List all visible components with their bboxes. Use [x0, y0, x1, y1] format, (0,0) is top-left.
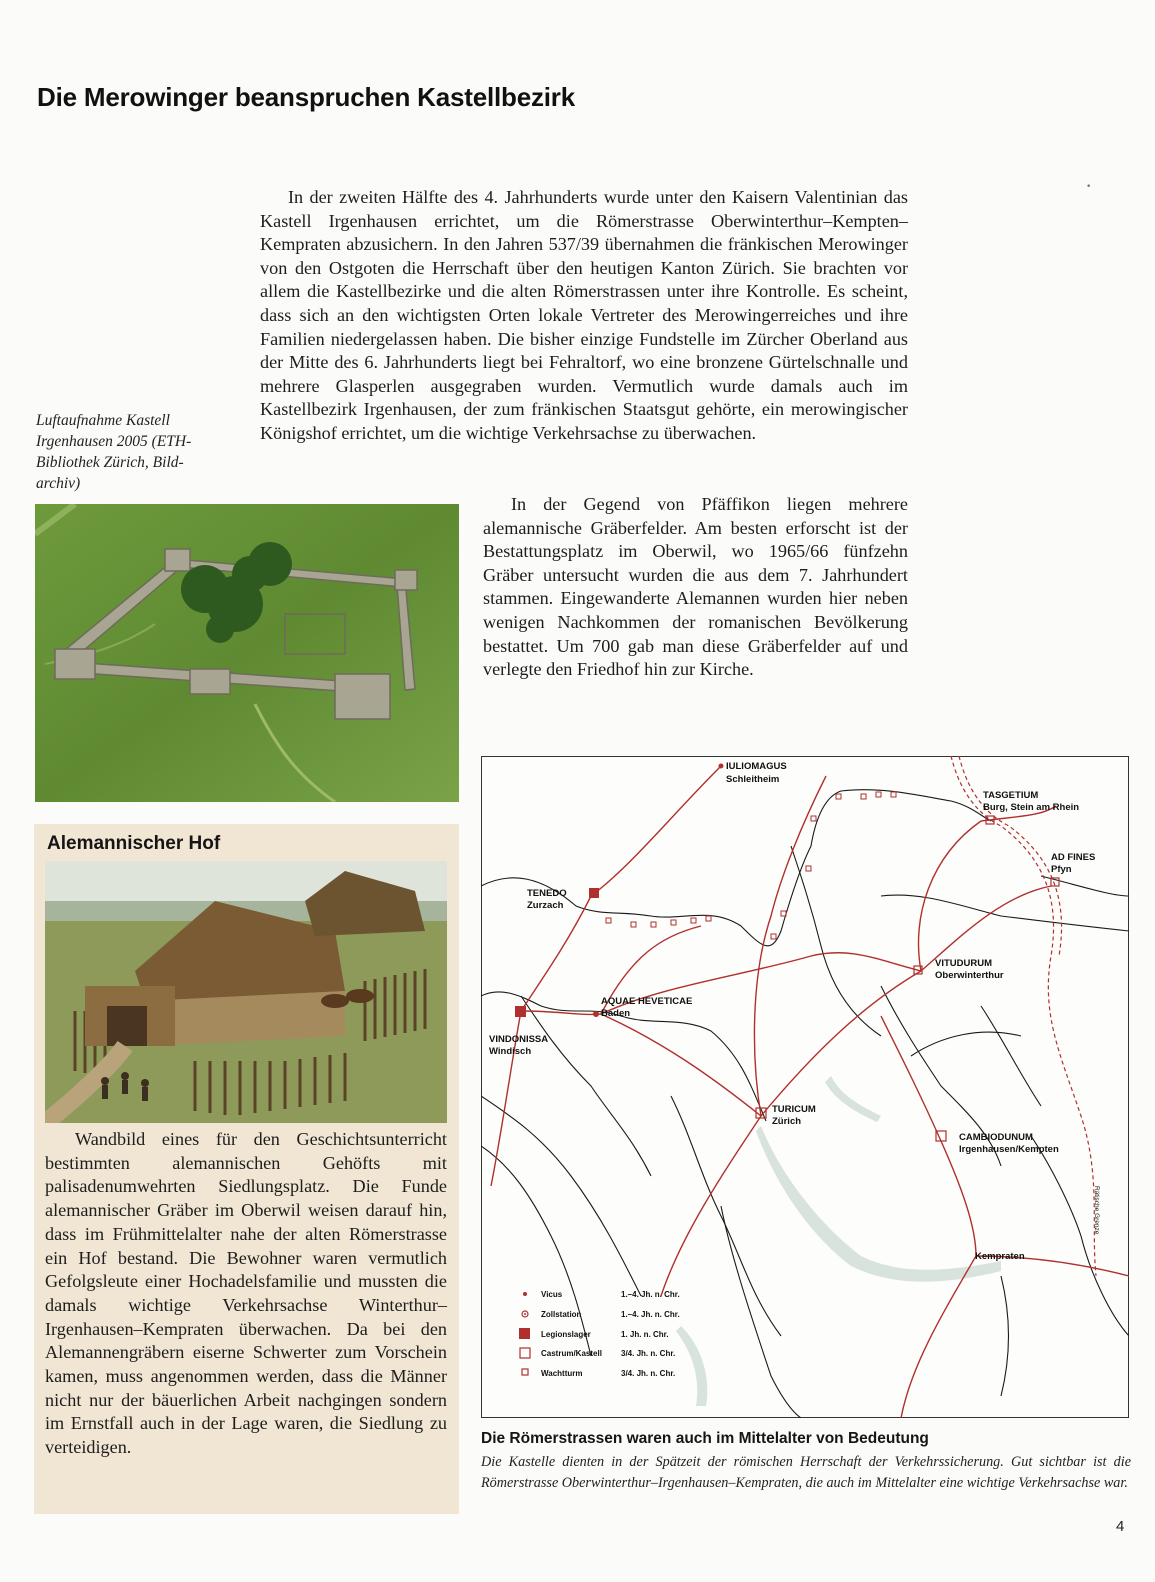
label-border: Rätische Grenze — [1093, 1186, 1100, 1235]
legend-legionslager: Legionslager — [541, 1330, 591, 1339]
page-number: 4 — [1116, 1518, 1125, 1535]
legend-zollstation: Zollstation — [541, 1310, 582, 1319]
label-vindonissa: VINDONISSA — [489, 1034, 549, 1045]
label-cambiodunum: CAMBIODUNUM — [959, 1132, 1033, 1143]
legend-vicus-date: 1.–4. Jh. n. Chr. — [621, 1290, 680, 1299]
legend-wachtturm-date: 3/4. Jh. n. Chr. — [621, 1369, 676, 1378]
article-paragraph-2: In der Gegend von Pfäffikon liegen mehrere alemannische Gräberfelder. Am besten erforscht ist der Bestattungsplatz im Oberwil, wo 1965/66 fünfzehn Gräber untersucht wurden die aus dem 7. Jahrhundert stammen. Eingewanderte Alemannen wurden hier neben wenigen Nachkommen der romanischen Bevölkerung bestattet. Um 700 gab man diese Gräberfelder auf und verlegte den Friedhof hin zur Kirche. — [483, 494, 908, 680]
legend-castrum-date: 3/4. Jh. n. Chr. — [621, 1349, 676, 1358]
label-irgenhausen: Irgenhausen/Kempten — [959, 1144, 1059, 1155]
legend-legionslager-date: 1. Jh. n. Chr. — [621, 1330, 669, 1339]
castle-aerial-photo — [35, 504, 459, 802]
label-zuerich: Zürich — [772, 1116, 802, 1127]
article-paragraph-1: In der zweiten Hälfte des 4. Jahrhunderts wurde unter den Kaisern Valentinian das Kastell Irgenhausen errichtet, um die Römerstrasse Oberwinterthur–Kempten–Kempraten abzusichern. In den Jahren 537/39 übernahmen die fränkischen Merowinger von den Ostgoten die Herrschaft über den heutigen Kanton Zürich. Sie brachten vor allem die Kastellbezirke und die alten Römerstrassen unter ihre Kontrolle. Es scheint, dass sich an den wichtigsten Orten lokale Vertreter des Merowingerreiches und ihre Familien niedergelassen haben. Die bisher einzige Fundstelle im Zürcher Oberland aus der Mitte des 6. Jahrhunderts liegt bei Fehraltorf, wo eine bronzene Gürtelschnalle und mehrere Glasperlen ausgegraben wurden. Vermutlich wurde damals auch im Kastellbezirk Irgenhausen, der zum fränkischen Staatsgut gehörte, ein merowingischer Königshof errichtet, um die wichtige Verkehrsachse zu überwachen. — [260, 187, 908, 443]
label-burg: Burg, Stein am Rhein — [983, 802, 1080, 813]
box-text: Wandbild eines für den Geschichtsunterricht bestimmten alemannischen Gehöfts mit palisadenumwehrten Siedlungsplatz. Die Funde alemannischer Gräber im Oberwil weisen darauf hin, dass im Frühmittelalter nahe der alten Römerstrasse ein Hof bestand. Die Bewohner waren vermutlich Gefolgsleute einer Hochadelsfamilie und mussten die damals wichtige Verkehrsachse Winterthur–Irgenhausen–Kempraten überwachen. Da bei den Alemannengräbern eiserne Schwerter zum Vorschein kamen, muss angenommen werden, dass die Männer nicht nur der bäuerlichen Arbeit nachgingen sondern im Ernstfall auch in der Lage waren, die Siedlung zu verteidigen. — [45, 1129, 447, 1458]
farmstead-painting — [45, 861, 447, 1123]
label-baden: Baden — [601, 1008, 631, 1019]
box-title: Alemannischer Hof — [47, 833, 221, 854]
label-windisch: Windisch — [489, 1046, 532, 1057]
legend-wachtturm: Wachtturm — [541, 1369, 583, 1378]
info-box — [34, 824, 459, 1514]
label-aquae: AQUAE HEVETICAE — [601, 996, 693, 1007]
label-zurzach: Zurzach — [527, 900, 564, 911]
legend-vicus: Vicus — [541, 1290, 563, 1299]
map-caption: Die Kastelle dienten in der Spätzeit der römischen Herrschaft der Verkehrssicherung. Gut sichtbar ist die Römerstrasse Oberwinterthur–Irgenhausen–Kempraten, die auch im Mittelalter eine wichtige Verkehrsachse war. — [481, 1454, 1131, 1491]
roman-roads-map — [481, 756, 1129, 1418]
photo-caption: Luftaufnahme Kastell Irgenhausen 2005 (ETH-Bibliothek Zürich, Bild-archiv) — [36, 412, 192, 492]
label-pfyn: Pfyn — [1051, 864, 1072, 875]
label-oberwinterthur: Oberwinterthur — [935, 970, 1004, 981]
label-schleitheim: Schleitheim — [726, 774, 780, 785]
legend-zollstation-date: 1.–4. Jh. n. Chr. — [621, 1310, 680, 1319]
legend-castrum: Castrum/Kastell — [541, 1349, 602, 1358]
page-title: Die Merowinger beanspruchen Kastellbezirk — [37, 82, 575, 112]
label-tasgetium: TASGETIUM — [983, 790, 1039, 801]
label-kempraten: Kempraten — [975, 1251, 1025, 1262]
printer-mark: • — [1086, 182, 1092, 192]
label-iuliomagus: IULIOMAGUS — [726, 761, 787, 772]
map-title: Die Römerstrassen waren auch im Mittelalter von Bedeutung — [481, 1430, 929, 1447]
label-vitudurum: VITUDURUM — [935, 958, 992, 969]
label-adfines: AD FINES — [1051, 852, 1096, 863]
label-tenedo: TENEDO — [527, 888, 567, 899]
label-turicum: TURICUM — [772, 1104, 816, 1115]
